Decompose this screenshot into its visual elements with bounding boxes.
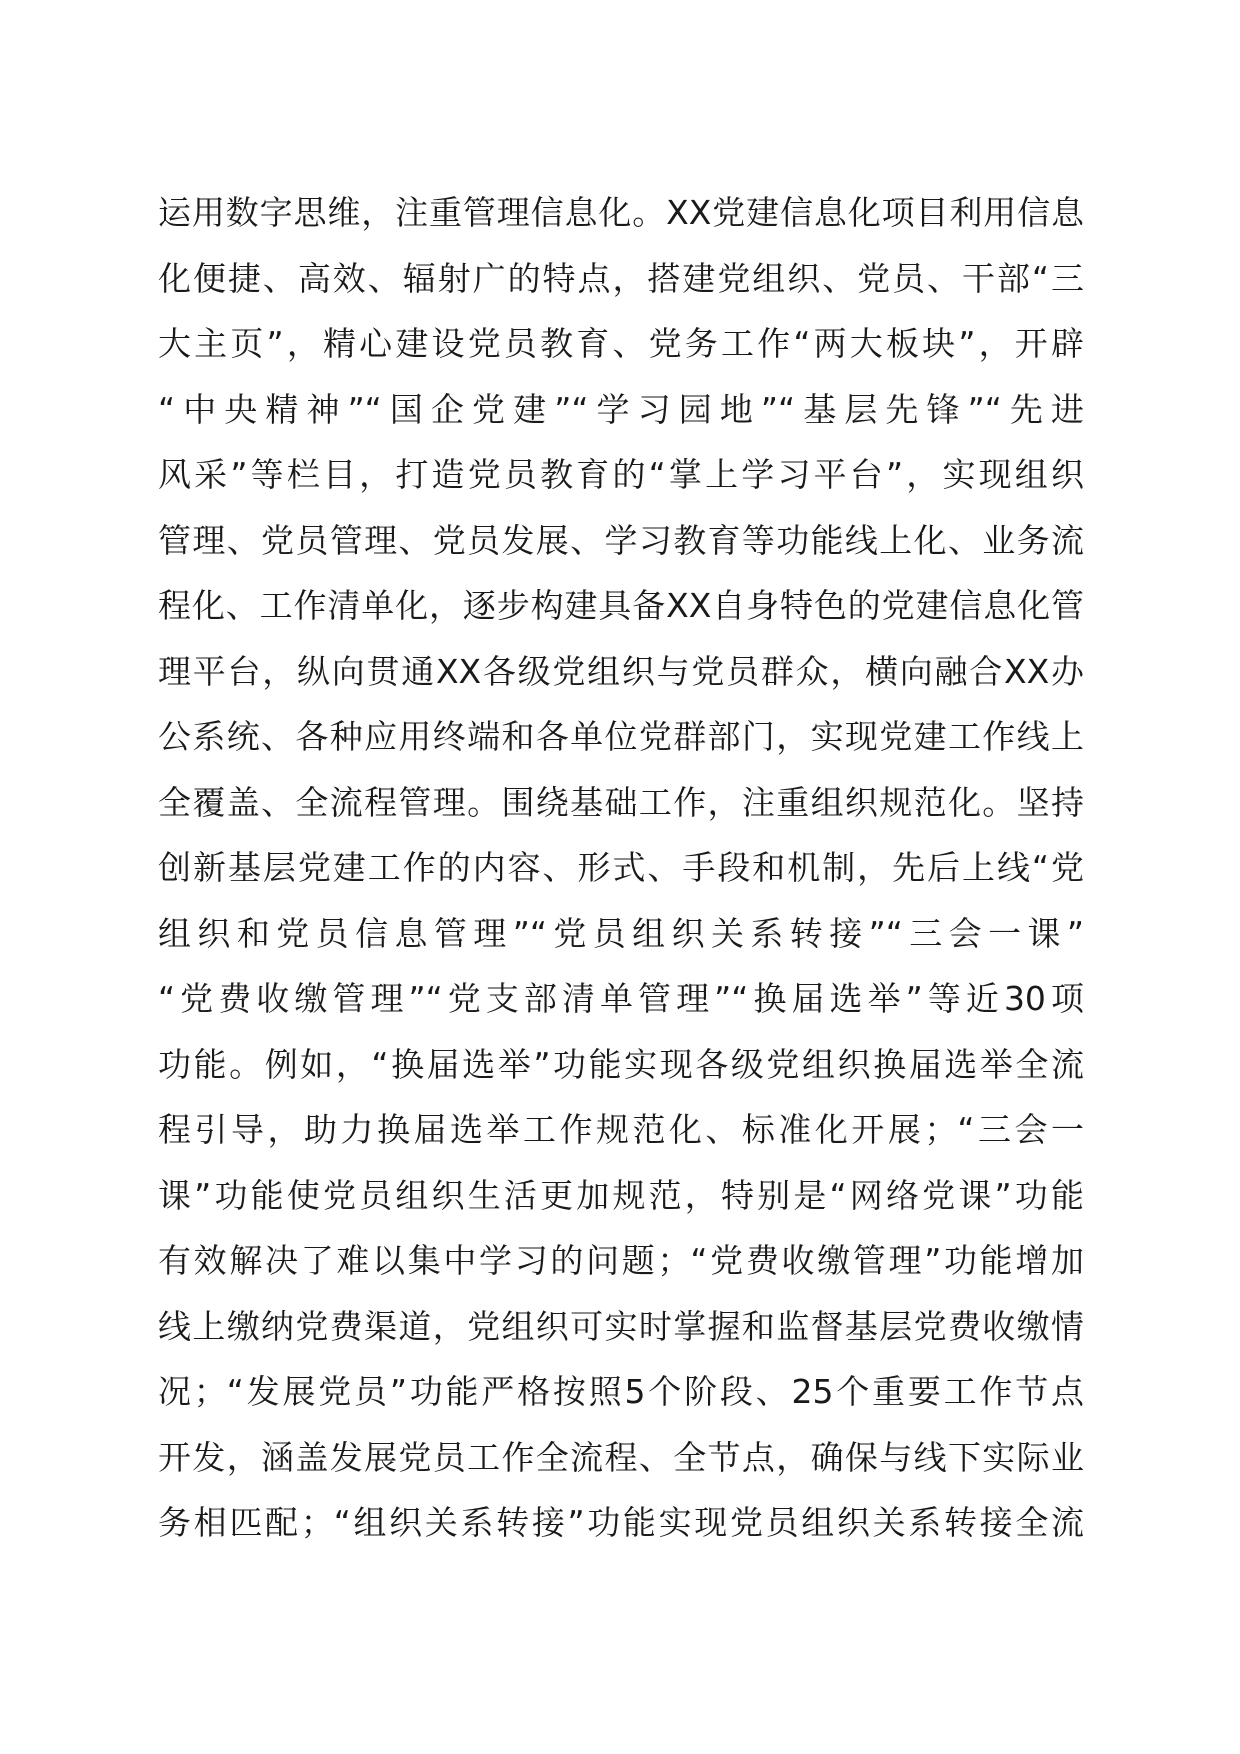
text-line: “中央精神”“国企党建”“学习园地”“基层先锋”“先进 (158, 389, 1084, 429)
text-line: 课”功能使党员组织生活更加规范，特别是“网络党课”功能 (158, 1175, 1084, 1215)
text-line: 运用数字思维，注重管理信息化。XX党建信息化项目利用信息 (158, 193, 1084, 232)
text-line: “党费收缴管理”“党支部清单管理”“换届选举”等近30项 (158, 979, 1084, 1018)
text-line: 开发，涵盖发展党员工作全流程、全节点，确保与线下实际业 (158, 1437, 1084, 1477)
text-line: 有效解决了难以集中学习的问题；“党费收缴管理”功能增加 (158, 1241, 1084, 1280)
text-line: 程化、工作清单化，逐步构建具备XX自身特色的党建信息化管 (158, 586, 1084, 625)
body-paragraph (158, 180, 1084, 1556)
text-line: 况；“发展党员”功能严格按照5个阶段、25个重要工作节点 (158, 1372, 1084, 1411)
text-line: 功能。例如，“换届选举”功能实现各级党组织换届选举全流 (158, 1044, 1084, 1084)
text-line: 理平台，纵向贯通XX各级党组织与党员群众，横向融合XX办 (158, 651, 1084, 691)
text-line: 程引导，助力换届选举工作规范化、标准化开展；“三会一 (158, 1110, 1084, 1149)
text-line: 全覆盖、全流程管理。围绕基础工作，注重组织规范化。坚持 (158, 782, 1084, 822)
text-line: 公系统、各种应用终端和各单位党群部门，实现党建工作线上 (158, 717, 1084, 756)
text-line: 创新基层党建工作的内容、形式、手段和机制，先后上线“党 (158, 848, 1084, 887)
text-line: 化便捷、高效、辐射广的特点，搭建党组织、党员、干部“三 (158, 258, 1084, 298)
text-line: 大主页”，精心建设党员教育、党务工作“两大板块”，开辟 (158, 324, 1084, 363)
text-line: 务相匹配；“组织关系转接”功能实现党员组织关系转接全流 (158, 1503, 1084, 1542)
text-line: 组织和党员信息管理”“党员组织关系转接”“三会一课” (158, 913, 1084, 953)
text-line: 风采”等栏目，打造党员教育的“掌上学习平台”，实现组织 (158, 455, 1084, 494)
text-line: 线上缴纳党费渠道，党组织可实时掌握和监督基层党费收缴情 (158, 1306, 1084, 1346)
text-line: 管理、党员管理、党员发展、学习教育等功能线上化、业务流 (158, 520, 1084, 560)
